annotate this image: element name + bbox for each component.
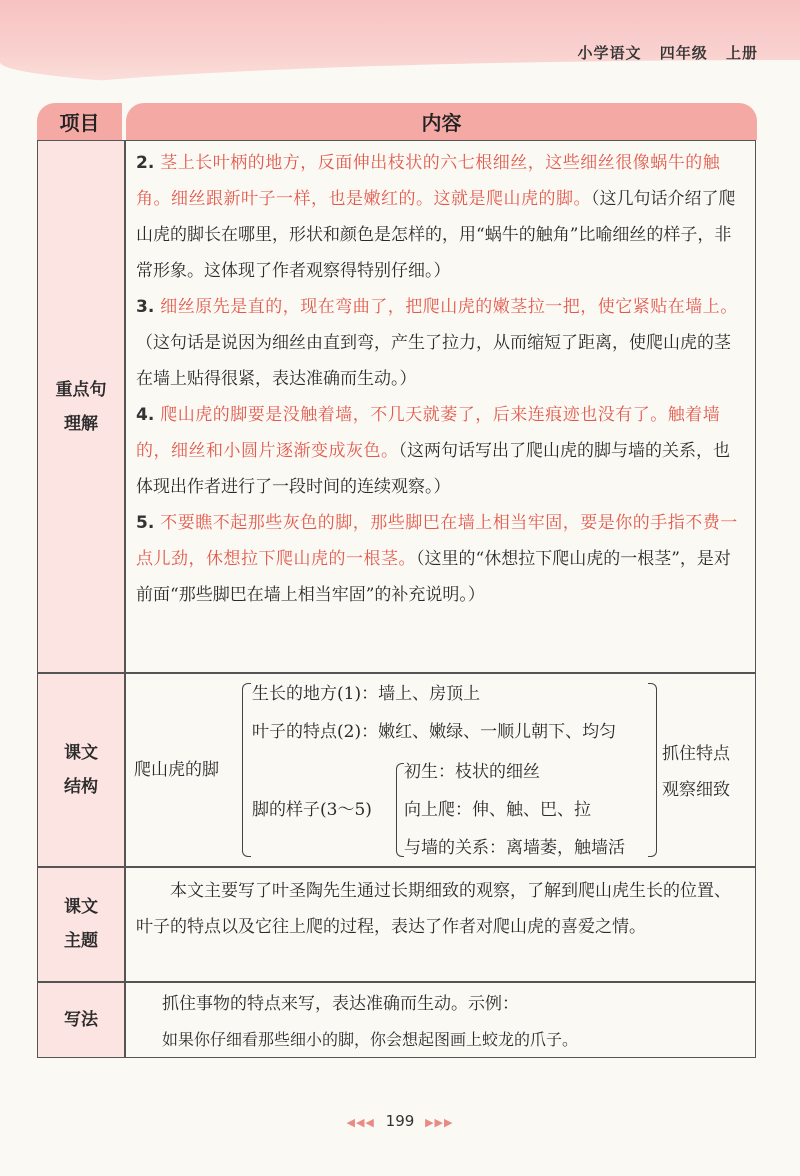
page-footer (0, 1112, 800, 1130)
right-arrows-icon: ▶▶▶ (425, 1116, 454, 1129)
page-number: 199 (385, 1112, 415, 1130)
theme-text: 本文主要写了叶圣陶先生通过长期细致的观察，了解到爬山虎生长的位置、叶子的特点以及它往上爬的过程，表达了作者对爬山虎的喜爱之情。 (136, 881, 731, 937)
row-divider (38, 866, 755, 868)
explanation: （这几句话介绍了爬山虎的脚长在哪里，形状和颜色是怎样的，用“蜗牛的触角”比喻细丝的样子，非常形象。这体现了作者观察得特别仔细。） (136, 189, 736, 281)
subject-label: 小学语文 (577, 44, 642, 62)
tree-leaf: 向上爬：伸、触、巴、拉 (404, 800, 591, 820)
left-arrows-icon: ◀◀◀ (346, 1116, 375, 1129)
label-text: 结构 (64, 776, 98, 797)
tree-root: 爬山虎的脚 (134, 760, 219, 780)
label-key-sentences (38, 141, 124, 672)
structure-content (38, 675, 757, 865)
column-divider (124, 141, 126, 1057)
tree-leaf: 与墙的关系：离墙萎，触墙活 (404, 838, 625, 858)
label-text: 主题 (64, 931, 98, 951)
quoted-sentence: 茎上长叶柄的地方，反面伸出枝状的六七根细丝，这些细丝很像蜗牛的触角。细丝跟新叶子一样，也是嫩红的。这就是爬山虎的脚。 (136, 153, 721, 209)
table-grid (37, 140, 756, 1058)
sub-brace (396, 763, 404, 857)
writing-content (136, 986, 745, 1058)
structure-tree (134, 675, 754, 865)
sentence-item (136, 397, 745, 505)
label-theme (38, 867, 124, 981)
label-text: 重点句 (55, 379, 107, 400)
label-text: 课文 (64, 742, 98, 763)
explanation: （这两句话写出了爬山虎的脚与墙的关系，也体现出作者进行了一段时间的连续观察。） (136, 441, 730, 497)
quoted-sentence: 不要瞧不起那些灰色的脚，那些脚巴在墙上相当牢固，要是你的手指不费一点儿劲，休想拉下爬山虎的一根茎。 (136, 513, 738, 569)
row-divider (38, 672, 755, 674)
item-number: 2. (136, 153, 155, 173)
summary-line: 抓住特点 (662, 744, 730, 764)
sentence-item (136, 145, 745, 289)
row-divider (38, 981, 755, 983)
explanation: （这里的“休想拉下爬山虎的一根茎”，是对前面“那些脚巴在墙上相当牢固”的补充说明。） (136, 549, 731, 605)
volume-label: 上册 (725, 44, 758, 62)
key-sentences-content (136, 145, 745, 613)
label-text: 课文 (64, 897, 98, 917)
right-brace (648, 683, 657, 857)
tree-branch: 脚的样子(3～5) (252, 800, 372, 820)
label-text: 理解 (64, 413, 98, 434)
item-number: 3. (136, 297, 155, 317)
writing-line: 抓住事物的特点来写，表达准确而生动。示例： (162, 994, 519, 1014)
explanation: （这句话是说因为细丝由直到弯，产生了拉力，从而缩短了距离，使爬山虎的茎在墙上贴得很紧，表达准确而生动。） (136, 333, 731, 389)
sentence-item (136, 289, 745, 397)
tree-branch: 叶子的特点(2)：嫩红、嫩绿、一顺儿朝下、均匀 (252, 722, 617, 742)
grade-label: 四年级 (659, 44, 708, 62)
label-text: 写法 (64, 1009, 98, 1030)
writing-example: 如果你仔细看那些细小的脚，你会想起图画上蛟龙的爪子。 (162, 1030, 579, 1049)
label-writing (38, 982, 124, 1057)
tree-leaf: 初生：枝状的细丝 (404, 762, 540, 782)
item-number: 5. (136, 513, 155, 533)
sentence-item (136, 505, 745, 613)
summary-line: 观察细致 (662, 780, 730, 800)
quoted-sentence: 细丝原先是直的，现在弯曲了，把爬山虎的嫩茎拉一把，使它紧贴在墙上。 (160, 297, 738, 317)
column-header-item: 项目 (37, 103, 122, 140)
notes-table (37, 103, 757, 1058)
left-brace (242, 683, 251, 857)
tree-branch: 生长的地方(1)：墙上、房顶上 (252, 684, 481, 704)
column-header-content: 内容 (126, 103, 757, 140)
item-number: 4. (136, 405, 155, 425)
series-label (565, 42, 758, 63)
quoted-sentence: 爬山虎的脚要是没触着墙，不几天就萎了，后来连痕迹也没有了。触着墙的，细丝和小圆片逐渐变成灰色。 (136, 405, 721, 461)
